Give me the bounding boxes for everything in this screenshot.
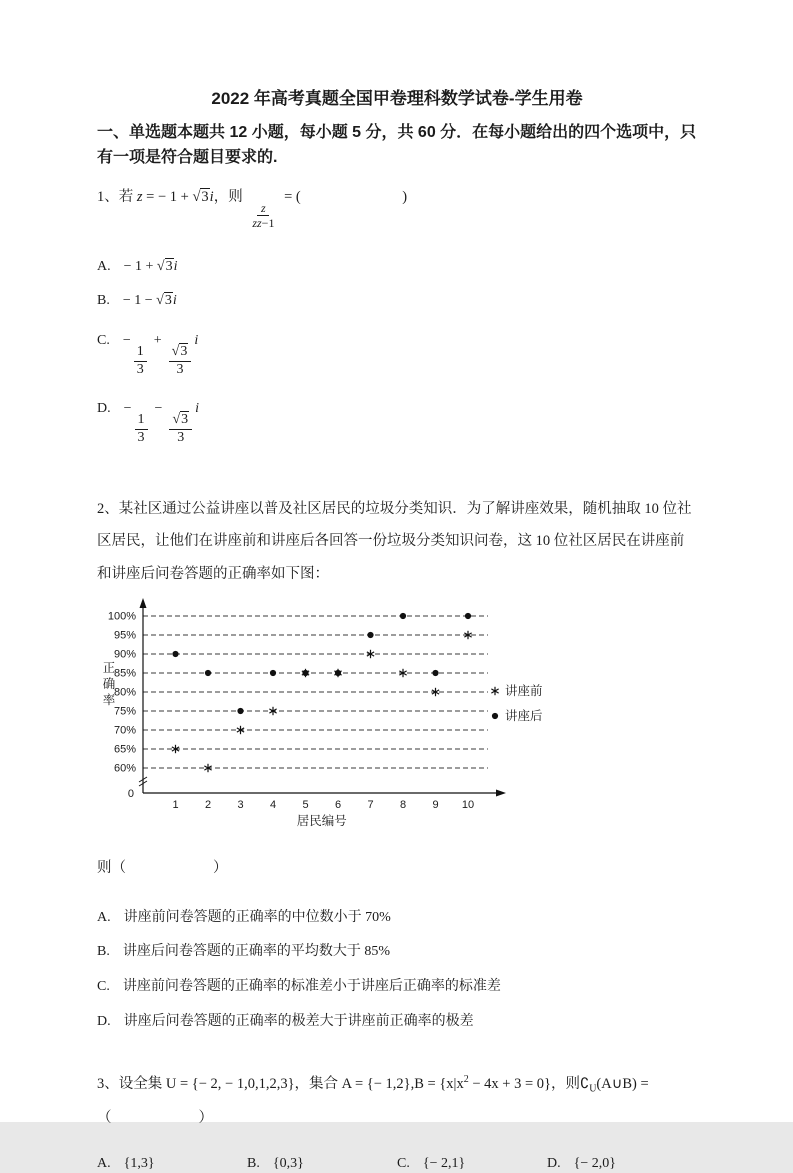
sqrt-expression bbox=[156, 292, 173, 308]
q2-stem: 2、某社区通过公益讲座以普及社区居民的垃圾分类知识．为了解讲座效果，随机抽取 10 位社区居民，让他们在讲座前和讲座后各回答一份垃圾分类知识问卷，这 10 位社区居民在讲座前和讲座后问卷答题的正确率如下图： bbox=[97, 500, 692, 582]
legend-label-0: 讲座前 bbox=[505, 684, 543, 699]
q1-option-b bbox=[97, 291, 697, 311]
y-tick-label-65: 65% bbox=[113, 743, 136, 756]
fraction-denominator: 3 bbox=[137, 429, 145, 445]
math-text: − 1 + bbox=[123, 258, 157, 274]
radicand: 3 bbox=[180, 344, 188, 360]
fraction bbox=[134, 344, 147, 379]
option-text: {− 2,0} bbox=[573, 1155, 616, 1171]
page-title: 2022 年高考真题全国甲卷理科数学试卷-学生用卷 bbox=[211, 89, 583, 108]
y-axis-label-char: 率 bbox=[102, 693, 116, 708]
math-text: i bbox=[172, 293, 177, 309]
q1-option-d bbox=[97, 399, 697, 447]
option-text: 讲座前问卷答题的正确率的标准差小于讲座后正确率的标准差 bbox=[122, 978, 501, 994]
y-axis-label-char: 正 bbox=[102, 661, 116, 676]
option-text: {1,3} bbox=[123, 1155, 155, 1171]
math-text: −1 bbox=[261, 216, 275, 231]
math-operator: + bbox=[153, 332, 162, 348]
option-label: D. bbox=[97, 1013, 111, 1029]
q3-stem bbox=[97, 1071, 697, 1098]
q3-option-c bbox=[397, 1154, 547, 1173]
q3-options bbox=[97, 1154, 697, 1173]
section-header: 一、单选题本题共 12 小题，每小题 5 分，共 60 分．在每小题给出的四个选项中，只有一项是符合题目要求的. bbox=[97, 124, 697, 166]
y-tick-label-80: 80% bbox=[113, 686, 136, 699]
x-axis-label: 居民编号 bbox=[296, 814, 347, 829]
sqrt-expression bbox=[157, 258, 174, 274]
x-axis-arrow bbox=[496, 790, 506, 797]
fraction-denominator: 3 bbox=[177, 429, 185, 445]
accuracy-scatter-chart bbox=[93, 596, 579, 841]
y-tick-label-90: 90% bbox=[113, 648, 136, 661]
radical-symbol: √ bbox=[192, 188, 201, 205]
y-tick-label-75: 75% bbox=[113, 705, 136, 718]
y-tick-label-70: 70% bbox=[113, 724, 136, 737]
q3-option-d bbox=[547, 1154, 697, 1173]
radical-symbol: √ bbox=[172, 411, 181, 427]
sqrt-expression bbox=[172, 411, 189, 427]
q3-number: 3、设全集 bbox=[97, 1075, 166, 1092]
question-3 bbox=[97, 1071, 697, 1173]
q2-answer-line: 则（ ） bbox=[97, 860, 228, 877]
x-tick-label-5: 5 bbox=[302, 799, 309, 812]
math-text: U = {− 2, − 1,0,1,2,3}，集合 A = {− 1,2},B = {x|x bbox=[165, 1075, 464, 1092]
subscript: U bbox=[589, 1083, 597, 1095]
fraction-numerator: 1 bbox=[135, 412, 148, 430]
x-tick-label-4: 4 bbox=[269, 799, 277, 812]
option-text: {− 2,1} bbox=[422, 1155, 466, 1171]
q1-options bbox=[97, 257, 697, 447]
math-var-z-conjugate: $\overline{z}$ bbox=[257, 216, 262, 231]
x-tick-label-2: 2 bbox=[204, 799, 212, 812]
radical-symbol: √ bbox=[156, 293, 164, 309]
radicand: 3 bbox=[201, 188, 209, 205]
option-label: A. bbox=[97, 909, 111, 925]
q3-answer-blank: （ ） bbox=[97, 1110, 213, 1127]
question-1 bbox=[97, 185, 697, 447]
fraction-numerator: 1 bbox=[134, 344, 147, 362]
option-text: 讲座后问卷答题的正确率的极差大于讲座前正确率的极差 bbox=[123, 1013, 474, 1029]
point-after-9 bbox=[432, 670, 438, 676]
point-after-1 bbox=[172, 651, 178, 657]
q2-option-c bbox=[97, 977, 697, 997]
point-after-8 bbox=[400, 613, 406, 619]
legend-marker-1 bbox=[492, 713, 498, 719]
point-after-7 bbox=[367, 632, 373, 638]
fraction bbox=[169, 412, 192, 447]
math-text: i bbox=[195, 400, 200, 416]
q2-option-a bbox=[97, 908, 697, 928]
option-label: A. bbox=[97, 1155, 111, 1171]
option-text: {0,3} bbox=[272, 1155, 304, 1171]
fraction bbox=[249, 201, 277, 231]
radical-symbol: √ bbox=[171, 344, 180, 360]
legend-label-1: 讲座后 bbox=[505, 709, 543, 724]
radicand: 3 bbox=[181, 411, 189, 427]
x-tick-label-1: 1 bbox=[172, 799, 179, 812]
math-text: i bbox=[209, 188, 214, 205]
math-var-z: z bbox=[136, 188, 143, 205]
q2-option-b bbox=[97, 942, 697, 962]
fraction-numerator bbox=[169, 344, 192, 362]
x-tick-label-10: 10 bbox=[461, 799, 475, 812]
math-var-z: z bbox=[252, 216, 257, 231]
x-tick-label-8: 8 bbox=[399, 799, 407, 812]
question-2 bbox=[97, 493, 697, 1032]
fraction-denominator bbox=[249, 216, 277, 230]
math-text: (A∪B) = bbox=[596, 1075, 649, 1092]
answer-blank: = ( ) bbox=[280, 188, 408, 205]
option-label: B. bbox=[97, 944, 110, 960]
fraction-numerator bbox=[169, 412, 192, 430]
x-tick-label-7: 7 bbox=[367, 799, 374, 812]
option-text: 讲座前问卷答题的正确率的中位数小于 70% bbox=[123, 909, 391, 925]
point-after-3 bbox=[237, 708, 243, 714]
option-label: A. bbox=[97, 258, 111, 274]
exponent: 2 bbox=[463, 1074, 469, 1086]
q1-stem bbox=[97, 185, 697, 231]
y-tick-label-95: 95% bbox=[113, 629, 136, 642]
option-label: B. bbox=[247, 1155, 260, 1171]
option-label: C. bbox=[397, 1155, 410, 1171]
math-text: − bbox=[123, 400, 132, 416]
q2-options bbox=[97, 908, 697, 1031]
q1-number: 1、若 bbox=[97, 188, 137, 205]
q3-option-a bbox=[97, 1154, 247, 1173]
radicand: 3 bbox=[164, 293, 172, 309]
y-tick-label-100: 100% bbox=[107, 610, 136, 623]
option-label: C. bbox=[97, 978, 110, 994]
math-text: ，则 bbox=[213, 188, 247, 205]
y-tick-label-60: 60% bbox=[113, 762, 136, 775]
option-label: B. bbox=[97, 293, 110, 309]
option-text: 讲座后问卷答题的正确率的平均数大于 85% bbox=[122, 944, 391, 960]
sqrt-expression bbox=[192, 188, 209, 205]
math-operator: − bbox=[154, 400, 163, 416]
math-text: − bbox=[122, 332, 131, 348]
point-after-10 bbox=[465, 613, 471, 619]
radical-symbol: √ bbox=[156, 258, 165, 274]
math-text: i bbox=[173, 258, 178, 274]
fraction bbox=[169, 344, 192, 379]
math-text: − 4x + 3 = 0}，则∁ bbox=[468, 1075, 590, 1092]
fraction-denominator: 3 bbox=[176, 361, 184, 377]
point-after-4 bbox=[270, 670, 276, 676]
option-label: C. bbox=[97, 332, 110, 348]
fraction-denominator: 3 bbox=[136, 361, 144, 377]
fraction-numerator: z bbox=[258, 201, 269, 216]
sqrt-expression bbox=[172, 343, 189, 359]
x-tick-label-3: 3 bbox=[237, 799, 244, 812]
legend-marker-0 bbox=[491, 687, 498, 695]
option-label: D. bbox=[97, 400, 111, 416]
q1-option-c bbox=[97, 331, 697, 379]
point-after-2 bbox=[205, 670, 211, 676]
option-label: D. bbox=[547, 1155, 561, 1171]
math-text: − 1 − bbox=[122, 293, 157, 309]
origin-label: 0 bbox=[127, 788, 134, 801]
x-tick-label-6: 6 bbox=[334, 799, 342, 812]
fraction bbox=[135, 412, 148, 447]
q1-option-a bbox=[97, 257, 697, 277]
x-tick-label-9: 9 bbox=[432, 799, 439, 812]
y-tick-label-85: 85% bbox=[113, 667, 136, 680]
q2-chart bbox=[93, 596, 697, 846]
y-axis-label-char: 确 bbox=[102, 677, 116, 692]
math-text: = − 1 + bbox=[142, 188, 193, 205]
q3-option-b bbox=[247, 1154, 397, 1173]
math-text: i bbox=[194, 332, 199, 348]
radicand: 3 bbox=[165, 258, 173, 274]
q2-option-d bbox=[97, 1012, 697, 1032]
y-axis-arrow bbox=[140, 598, 147, 608]
